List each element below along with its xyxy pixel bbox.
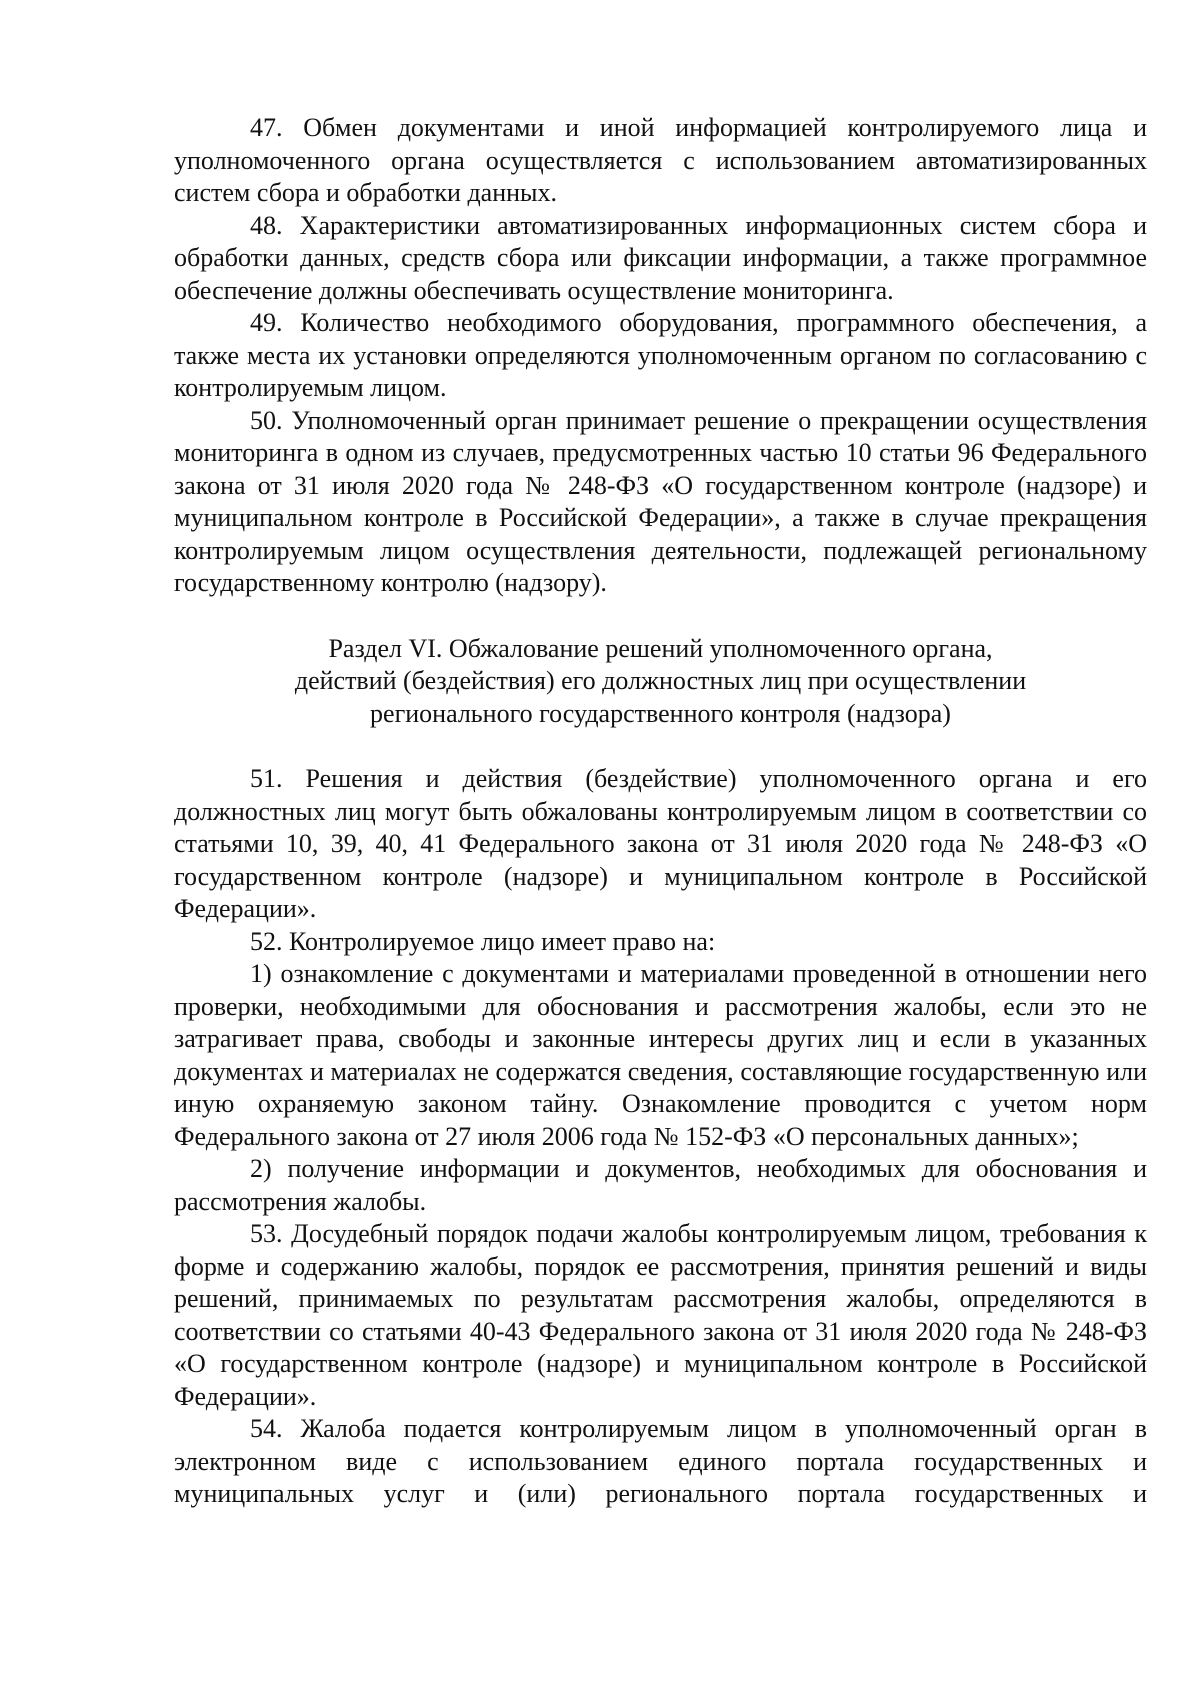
paragraph-47: 47. Обмен документами и иной информацией контролируемого лица и уполномоченного органа осуществляется с использованием автоматизированных систем сбора и обработки данных. xyxy=(174,113,1147,207)
section-title xyxy=(174,633,1147,731)
paragraph-50: 50. Уполномоченный орган принимает решение о прекращении осуществления мониторинга в одном из случаев, предусмотренных частью 10 статьи 96 Федерального закона от 31 июля 2020 года № 248-ФЗ «О государственном контроле (надзоре) и муниципальном контроле в Российской Федерации», а также в случае прекращения контролируемым лицом осуществления деятельности, подлежащей региональному государственному контролю (надзору). xyxy=(174,405,1147,597)
section-title-line: Раздел VI. Обжалование решений уполномоченного органа, xyxy=(328,633,993,663)
paragraph-54: 54. Жалоба подается контролируемым лицом в уполномоченный орган в электронном виде с использованием единого портала государственных и муниципальных услуг и (или) регионального портала государственных и xyxy=(174,1414,1147,1508)
paragraph-52-item-1: 1) ознакомление с документами и материалами проведенной в отношении него проверки, необходимыми для обоснования и рассмотрения жалобы, если это не затрагивает права, свободы и законные интересы других лиц и если в указанных документах и материалах не содержатся сведения, составляющие государственную или иную охраняемую законом тайну. Ознакомление проводится с учетом норм Федерального закона от 27 июля 2006 года № 152-ФЗ «О персональных данных»; xyxy=(174,959,1147,1151)
paragraph-51: 51. Решения и действия (бездействие) уполномоченного органа и его должностных лиц могут быть обжалованы контролируемым лицом в соответствии со статьями 10, 39, 40, 41 Федерального закона от 31 июля 2020 года № 248-ФЗ «О государственном контроле (надзоре) и муниципальном контроле в Российской Федерации». xyxy=(174,764,1147,923)
section-title-line: регионального государственного контроля (надзора) xyxy=(370,698,951,728)
paragraph-48: 48. Характеристики автоматизированных информационных систем сбора и обработки данных, средств сбора или фиксации информации, а также программное обеспечение должны обеспечивать осуществление мониторинга. xyxy=(174,210,1147,305)
paragraph-52: 52. Контролируемое лицо имеет право на: xyxy=(250,926,716,956)
paragraph-49: 49. Количество необходимого оборудования, программного обеспечения, а также места их установки определяются уполномоченным органом по согласованию с контролируемым лицом. xyxy=(174,308,1147,402)
paragraph-52-item-2: 2) получение информации и документов, необходимых для обоснования и рассмотрения жалобы. xyxy=(174,1154,1147,1216)
document-page xyxy=(174,112,1147,1511)
section-title-line: действий (бездействия) его должностных лиц при осуществлении xyxy=(294,666,1027,695)
paragraph-53: 53. Досудебный порядок подачи жалобы контролируемым лицом, требования к форме и содержанию жалобы, порядок ее рассмотрения, принятия решений и виды решений, принимаемых по результатам рассмотрения жалобы, определяются в соответствии со статьями 40-43 Федерального закона от 31 июля 2020 года № 248-ФЗ «О государственном контроле (надзоре) и муниципальном контроле в Российской Федерации». xyxy=(174,1219,1147,1411)
